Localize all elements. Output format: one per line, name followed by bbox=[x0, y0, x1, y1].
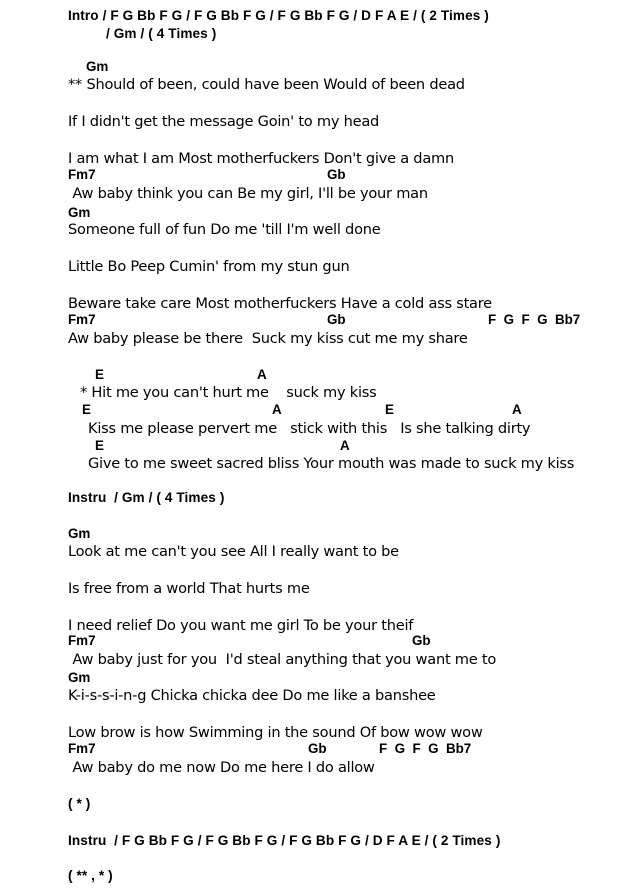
lyric-text: Low brow is how Swimming in the sound Of bow wow wow bbox=[68, 724, 483, 741]
lyric-text: Little Bo Peep Cumin' from my stun gun bbox=[68, 258, 350, 275]
section-header bbox=[0, 796, 620, 816]
chord-line bbox=[0, 312, 620, 332]
section-header bbox=[0, 26, 620, 46]
chord-label: E bbox=[95, 367, 104, 382]
chord-label: Gm bbox=[68, 526, 91, 541]
lyric-text: Look at me can't you see All I really want to be bbox=[68, 543, 399, 560]
chord-label: Gb bbox=[412, 633, 431, 648]
lyric-line bbox=[0, 580, 620, 600]
section-header-text: ( ** , * ) bbox=[68, 868, 113, 883]
lyric-text: K-i-s-s-i-n-g Chicka chicka dee Do me like a banshee bbox=[68, 687, 436, 704]
lyric-text: Beware take care Most motherfuckers Have a cold ass stare bbox=[68, 295, 492, 312]
chord-label: A bbox=[340, 438, 350, 453]
lyric-text: Aw baby just for you I'd steal anything that you want me to bbox=[68, 651, 497, 668]
lyric-text: Aw baby think you can Be my girl, I'll be your man bbox=[68, 185, 428, 202]
chord-line bbox=[0, 741, 620, 761]
lyric-line bbox=[0, 113, 620, 133]
lyric-text: Is free from a world That hurts me bbox=[68, 580, 310, 597]
lyric-text: Give to me sweet sacred bliss Your mouth was made to suck my kiss bbox=[88, 455, 575, 472]
chord-label: Fm7 bbox=[68, 312, 96, 327]
lyric-line bbox=[0, 258, 620, 278]
chord-label: A bbox=[272, 402, 282, 417]
lyric-line bbox=[0, 651, 620, 671]
lyric-line bbox=[0, 687, 620, 707]
lyric-text: If I didn't get the message Goin' to my head bbox=[68, 113, 380, 130]
lyric-text: Aw baby please be there Suck my kiss cut me my share bbox=[68, 330, 468, 347]
chord-label: F G F G Bb7 bbox=[488, 312, 581, 327]
lyric-line bbox=[0, 420, 620, 440]
lyric-line bbox=[0, 759, 620, 779]
chord-label: F G F G Bb7 bbox=[379, 741, 472, 756]
chord-label: Fm7 bbox=[68, 167, 96, 182]
chord-label: Gm bbox=[86, 59, 109, 74]
lyric-text: Aw baby do me now Do me here I do allow bbox=[68, 759, 375, 776]
section-header-text: Intro / F G Bb F G / F G Bb F G / F G Bb F G / D F A E / ( 2 Times ) bbox=[68, 8, 489, 23]
lyric-line bbox=[0, 76, 620, 96]
lyric-line bbox=[0, 455, 620, 475]
lyric-text: Someone full of fun Do me 'till I'm well done bbox=[68, 221, 381, 238]
section-header-text: Instru / Gm / ( 4 Times ) bbox=[68, 490, 225, 505]
lyric-line bbox=[0, 221, 620, 241]
chord-label: Gb bbox=[308, 741, 327, 756]
lyric-line bbox=[0, 185, 620, 205]
lyric-text: ** Should of been, could have been Would of been dead bbox=[68, 76, 465, 93]
chord-line bbox=[0, 633, 620, 653]
section-header bbox=[0, 8, 620, 28]
chord-label: A bbox=[512, 402, 522, 417]
chord-label: E bbox=[385, 402, 394, 417]
lyric-text: I need relief Do you want me girl To be your theif bbox=[68, 617, 414, 634]
chord-label: Gm bbox=[68, 670, 91, 685]
chord-label: Fm7 bbox=[68, 633, 96, 648]
chord-label: A bbox=[257, 367, 267, 382]
section-header-text: Instru / F G Bb F G / F G Bb F G / F G Bb F G / D F A E / ( 2 Times ) bbox=[68, 833, 501, 848]
chord-line bbox=[0, 402, 620, 422]
chord-label: Gm bbox=[68, 205, 91, 220]
lyric-line bbox=[0, 330, 620, 350]
chord-line bbox=[0, 167, 620, 187]
chord-label: Gb bbox=[327, 167, 346, 182]
section-header-text: / Gm / ( 4 Times ) bbox=[106, 26, 217, 41]
lyric-line bbox=[0, 543, 620, 563]
lyric-text: * Hit me you can't hurt me suck my kiss bbox=[80, 384, 377, 401]
section-header bbox=[0, 833, 620, 853]
chord-label: Fm7 bbox=[68, 741, 96, 756]
lyric-line bbox=[0, 384, 620, 404]
section-header bbox=[0, 868, 620, 888]
chord-label: Gb bbox=[327, 312, 346, 327]
chord-label: E bbox=[82, 402, 91, 417]
chord-label: E bbox=[95, 438, 104, 453]
section-header-text: ( * ) bbox=[68, 796, 91, 811]
section-header bbox=[0, 490, 620, 510]
lyric-text: Kiss me please pervert me stick with this Is she talking dirty bbox=[88, 420, 531, 437]
lyric-text: I am what I am Most motherfuckers Don't give a damn bbox=[68, 150, 454, 167]
